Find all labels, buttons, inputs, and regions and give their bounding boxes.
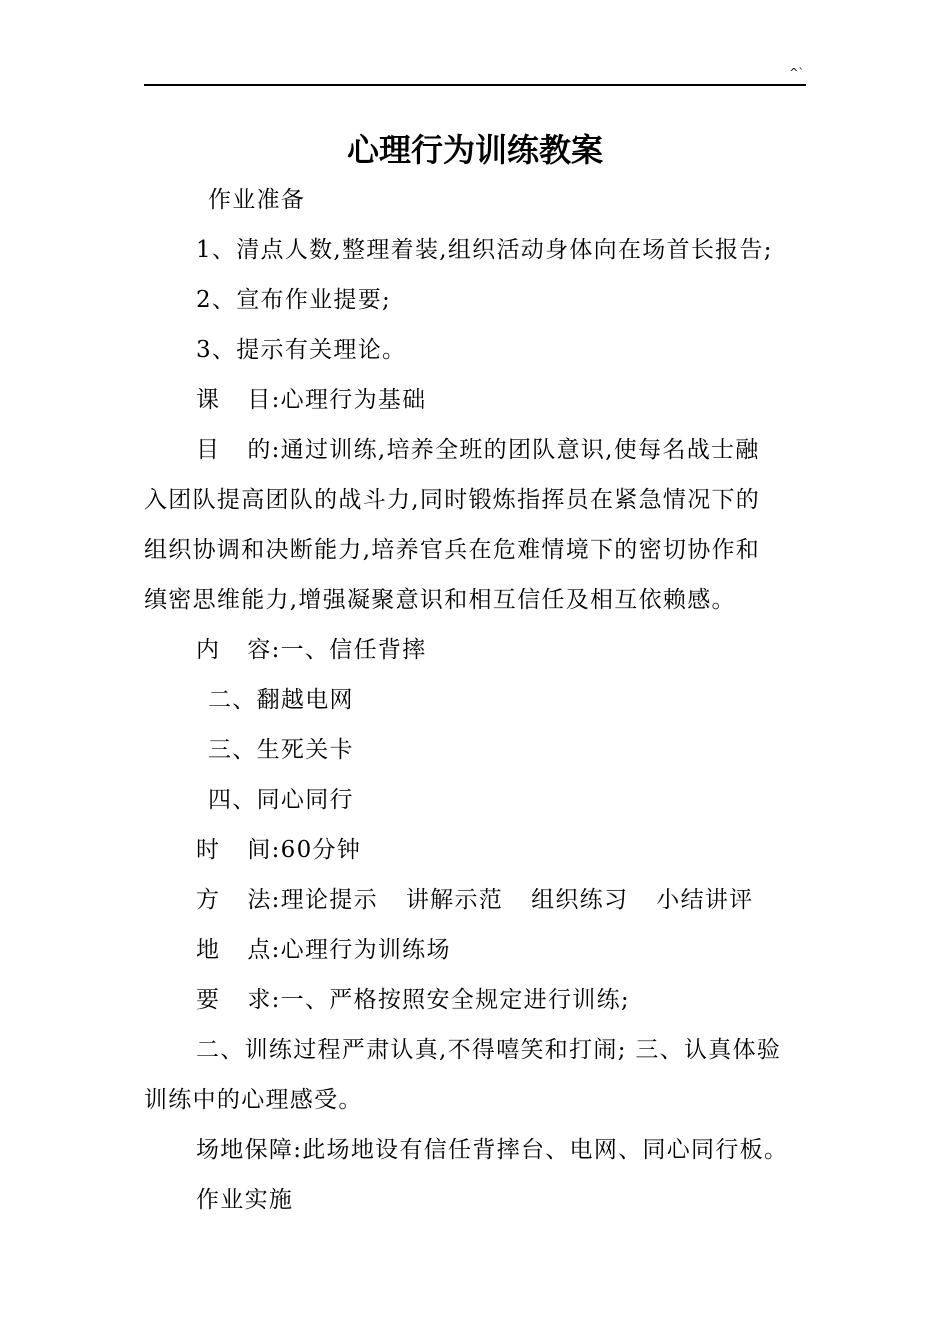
purpose-line-2: 入团队提高团队的战斗力,同时锻炼指挥员在紧急情况下的: [144, 487, 761, 513]
purpose-line-4: 缜密思维能力,增强凝聚意识和相互信任及相互依赖感。: [144, 587, 736, 613]
time-line: [196, 832, 361, 868]
header-corner-mark: ^`: [789, 66, 804, 79]
purpose-line-3: 组织协调和决断能力,培养官兵在危难情境下的密切协作和: [144, 537, 761, 563]
purpose-text-1: 通过训练,培养全班的团队意识,使每名战士融: [280, 437, 760, 463]
time-label-a: 时: [196, 837, 221, 863]
prep-item-1: 1、清点人数,整理着装,组织活动身体向在场首长报告;: [196, 237, 773, 263]
content-line: [196, 632, 426, 668]
location-line: [196, 932, 451, 968]
method-item-4: 小结讲评: [656, 887, 754, 913]
subject-label-b: 目:: [247, 387, 281, 413]
method-label-b: 法:: [247, 887, 281, 913]
header-rule: [144, 84, 806, 86]
method-line: [196, 882, 753, 918]
site-line: 场地保障:此场地设有信任背摔台、电网、同心同行板。: [196, 1137, 789, 1163]
method-item-1: 理论提示: [280, 887, 378, 913]
requirements-line-1: [196, 982, 630, 1018]
prep-item-2: 2、宣布作业提要;: [196, 287, 392, 313]
prep-item-3: 3、提示有关理论。: [196, 337, 407, 363]
subject-value: 心理行为基础: [280, 387, 427, 413]
prep-heading: 作业准备: [208, 187, 306, 213]
requirements-line-3: 训练中的心理感受。: [144, 1087, 363, 1113]
method-label-a: 方: [196, 887, 221, 913]
purpose-label-b: 的:: [247, 437, 281, 463]
requirements-line-2: 二、训练过程严肃认真,不得嘻笑和打闹; 三、认真体验: [196, 1037, 782, 1063]
time-value: 60分钟: [280, 837, 362, 863]
content-item-3: 三、生死关卡: [208, 737, 354, 763]
purpose-label-a: 目: [196, 437, 221, 463]
subject-line: [196, 382, 426, 418]
requirements-text-1: 一、严格按照安全规定进行训练;: [280, 987, 630, 1013]
content-item-2: 二、翻越电网: [208, 687, 354, 713]
location-value: 心理行为训练场: [280, 937, 451, 963]
method-item-2: 讲解示范: [405, 887, 504, 913]
time-label-b: 间:: [247, 837, 281, 863]
content-item-4: 四、同心同行: [208, 787, 354, 813]
requirements-label-a: 要: [196, 987, 221, 1013]
content-label-b: 容:: [247, 637, 281, 663]
subject-label-a: 课: [196, 387, 221, 413]
content-label-a: 内: [196, 637, 221, 663]
purpose-line-1: [196, 432, 760, 468]
location-label-a: 地: [196, 937, 221, 963]
content-item-1: 一、信任背摔: [280, 637, 427, 663]
method-item-3: 组织练习: [531, 887, 629, 913]
impl-heading: 作业实施: [196, 1187, 294, 1213]
requirements-label-b: 求:: [247, 987, 281, 1013]
document-title: 心理行为训练教案: [346, 131, 603, 169]
location-label-b: 点:: [247, 937, 281, 963]
